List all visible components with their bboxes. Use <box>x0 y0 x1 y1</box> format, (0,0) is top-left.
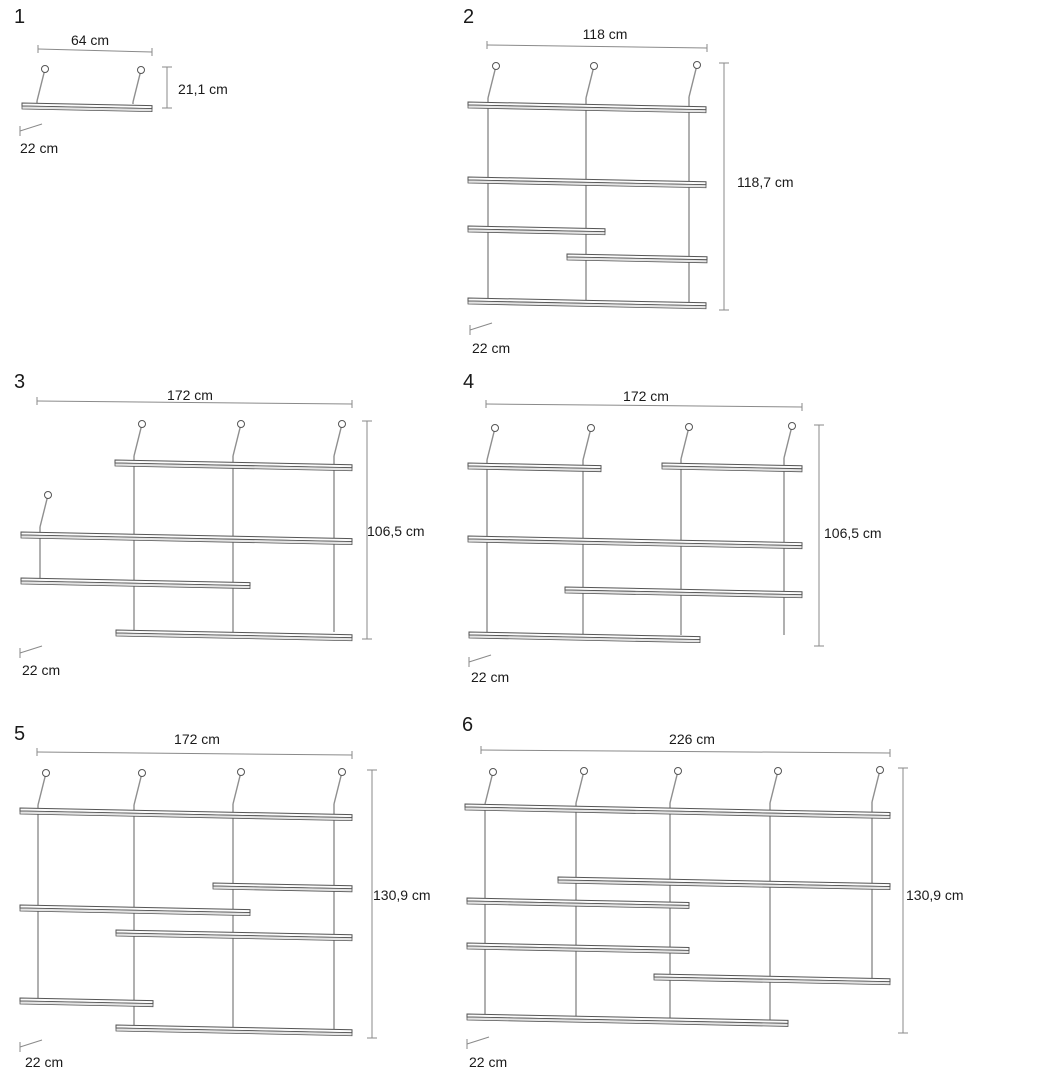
config-3-rod-1-bracket <box>134 424 142 456</box>
config-6-rod-3-knob <box>675 768 682 775</box>
config-6-rod-2-knob <box>581 768 588 775</box>
config-6-width-dim <box>481 750 890 753</box>
config-6-depth-label: 22 cm <box>469 1054 508 1070</box>
config-4-rod-4-knob <box>789 423 796 430</box>
config-1-depth-label: 22 cm <box>20 140 59 156</box>
config-1-rod-2-knob <box>138 67 145 74</box>
config-6-rod-4-knob <box>775 768 782 775</box>
config-5-number: 5 <box>14 723 26 745</box>
config-6-rod-1-bracket <box>485 772 493 804</box>
config-2-depth-dim <box>470 323 492 330</box>
config-1-rod-1-knob <box>42 66 49 73</box>
config-2-height-label: 118,7 cm <box>737 174 794 190</box>
config-5-rod-3-bracket <box>233 772 241 804</box>
config-6-rod-3-bracket <box>670 771 678 803</box>
config-6-rod-2-bracket <box>576 771 584 803</box>
config-6-rod-4-bracket <box>770 771 778 803</box>
config-5-rod-4-bracket <box>334 772 342 804</box>
config-4-width-label: 172 cm <box>623 388 669 404</box>
config-3-rod-2-knob <box>238 421 245 428</box>
config-2-rod-3-bracket <box>689 65 697 97</box>
config-2-depth-label: 22 cm <box>472 340 511 356</box>
config-2-rod-2-bracket <box>586 66 594 98</box>
config-6-rod-1-knob <box>490 769 497 776</box>
config-4-number: 4 <box>463 371 475 393</box>
config-1-width-label: 64 cm <box>70 32 110 48</box>
config-2-rod-3-knob <box>694 62 701 69</box>
config-4-height-label: 106,5 cm <box>824 525 882 541</box>
config-1-depth-dim <box>20 124 42 131</box>
config-1-rod-2-bracket <box>133 70 141 102</box>
config-4-rod-3-knob <box>686 424 693 431</box>
config-1-width-dim <box>38 49 152 52</box>
config-4-rod-1-knob <box>492 425 499 432</box>
config-1-number: 1 <box>14 6 26 28</box>
config-2-number: 2 <box>463 6 475 28</box>
config-5-rod-2-knob <box>139 770 146 777</box>
config-4-rod-1-bracket <box>487 428 495 460</box>
config-4-rod-2-bracket <box>583 428 591 460</box>
config-3-height-label: 106,5 cm <box>367 523 425 539</box>
config-3-number: 3 <box>14 371 26 393</box>
config-6-depth-dim <box>467 1037 489 1044</box>
config-5-depth-dim <box>20 1040 42 1047</box>
config-3-depth-label: 22 cm <box>22 662 61 678</box>
config-2-rod-1-bracket <box>488 66 496 98</box>
config-4-depth-label: 22 cm <box>471 669 510 685</box>
config-2-rod-2-knob <box>591 63 598 70</box>
config-6-rod-5-bracket <box>872 770 880 802</box>
config-5-rod-1-knob <box>43 770 50 777</box>
config-3-rod-0-knob <box>45 492 52 499</box>
config-5-rod-4-knob <box>339 769 346 776</box>
config-4-rod-4-bracket <box>784 426 792 458</box>
config-5-rod-2-bracket <box>134 773 142 805</box>
config-4-depth-dim <box>469 655 491 662</box>
config-5-rod-3-knob <box>238 769 245 776</box>
config-2-width-label: 118 cm <box>582 26 628 42</box>
config-3-rod-0-bracket <box>40 495 48 527</box>
config-3-rod-3-knob <box>339 421 346 428</box>
config-4-width-dim <box>486 404 802 407</box>
config-6-number: 6 <box>462 714 474 736</box>
config-2-width-dim <box>487 45 707 48</box>
config-4-rod-2-knob <box>588 425 595 432</box>
config-6-rod-5-knob <box>877 767 884 774</box>
config-2-rod-1-knob <box>493 63 500 70</box>
config-3-rod-3-bracket <box>334 424 342 456</box>
config-3-rod-2-bracket <box>233 424 241 456</box>
config-6-height-label: 130,9 cm <box>906 887 964 903</box>
config-4-rod-3-bracket <box>681 427 689 459</box>
config-3-depth-dim <box>20 646 42 653</box>
config-6-width-label: 226 cm <box>669 731 715 747</box>
config-5-width-dim <box>37 752 352 755</box>
config-5-height-label: 130,9 cm <box>373 887 431 903</box>
config-1-rod-1-bracket <box>37 69 45 101</box>
config-5-width-label: 172 cm <box>174 731 220 747</box>
config-3-width-label: 172 cm <box>167 387 213 403</box>
config-1-height-label: 21,1 cm <box>178 81 228 97</box>
config-5-rod-1-bracket <box>38 773 46 805</box>
config-3-rod-1-knob <box>139 421 146 428</box>
config-5-depth-label: 22 cm <box>25 1054 64 1070</box>
